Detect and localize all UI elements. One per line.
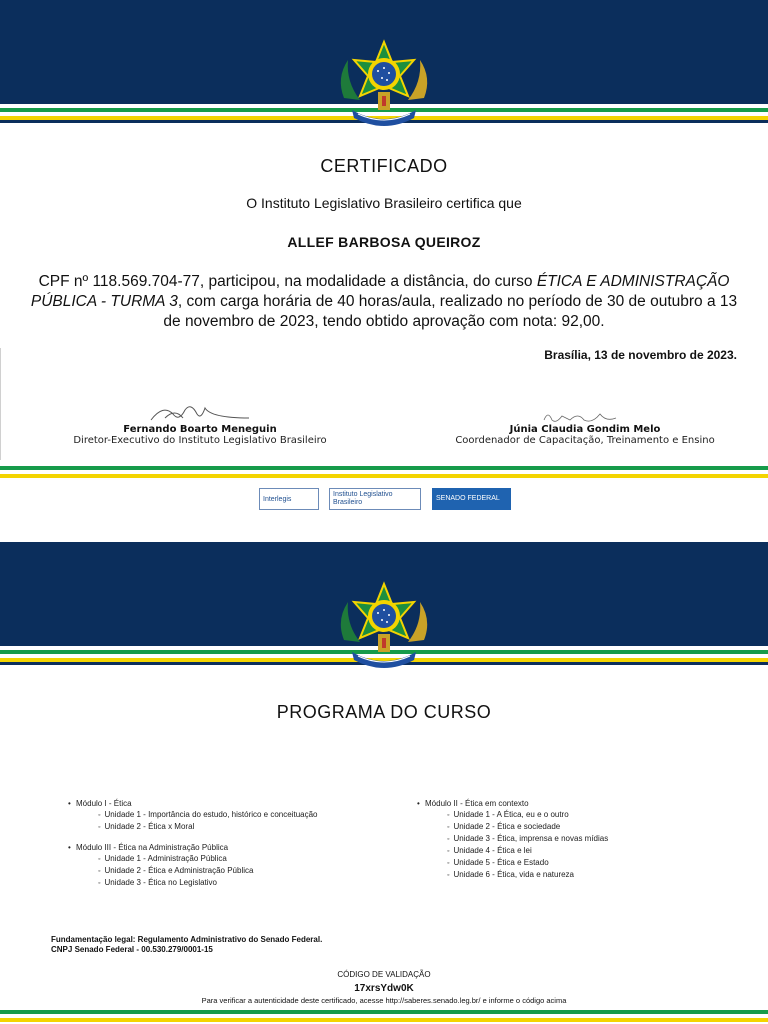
signatory-role: Diretor-Executivo do Instituto Legislativo Brasileiro <box>73 435 327 446</box>
body-text-part2: , com carga horária de 40 horas/aula, realizado no período de 30 de outubro a 13 de novembro de 2023, tendo obtido aprovação com nota: 92,00. <box>163 293 738 330</box>
modules-left-column <box>66 798 396 898</box>
unit-label: Unidade 1 - Importância do estudo, histórico e conceituação <box>104 810 318 819</box>
legal-basis-text: Fundamentação legal: Regulamento Administrativo do Senado Federal. <box>51 935 323 944</box>
module-title: Módulo I - Ética <box>76 799 132 808</box>
left-divider <box>0 348 1 460</box>
unit-label: Unidade 5 - Ética e Estado <box>453 858 549 867</box>
brazil-coat-of-arms-seal-icon <box>334 38 434 140</box>
unit-label: Unidade 2 - Ética x Moral <box>104 822 195 831</box>
signature-block-2 <box>425 424 745 446</box>
module-title: Módulo II - Ética em contexto <box>425 799 529 808</box>
unit-label: Unidade 2 - Ética e Administração Pública <box>104 866 254 875</box>
body-text-part1: CPF nº 118.569.704-77, participou, na modalidade a distância, do curso <box>38 273 537 290</box>
unit-label: Unidade 1 - Administração Pública <box>104 854 227 863</box>
unit-label: Unidade 2 - Ética e sociedade <box>453 822 561 831</box>
unit-item <box>447 821 745 833</box>
place-date: Brasília, 13 de novembro de 2023. <box>544 348 737 362</box>
unit-item <box>98 877 396 889</box>
signature-block-1 <box>40 424 360 446</box>
page-gap <box>0 520 768 542</box>
signature-scribble-icon <box>145 400 255 426</box>
brazil-coat-of-arms-seal-icon <box>334 580 434 682</box>
signatory-role: Coordenador de Capacitação, Treinamento e Ensino <box>455 435 715 446</box>
modules-right-column <box>415 798 745 890</box>
recipient-name: ALLEF BARBOSA QUEIROZ <box>287 234 481 250</box>
unit-item <box>447 809 745 821</box>
unit-item <box>98 821 396 833</box>
legal-basis <box>51 935 322 955</box>
module-item <box>76 842 396 889</box>
unit-label: Unidade 4 - Ética e lei <box>453 846 532 855</box>
validation-code: 17xrsYdw0K <box>354 983 414 994</box>
module-title: Módulo III - Ética na Administração Pública <box>76 843 229 852</box>
senado-federal-logo: SENADO FEDERAL <box>432 488 511 510</box>
unit-item <box>98 853 396 865</box>
signatory-name: Júnia Claudia Gondim Melo <box>509 424 661 435</box>
unit-item <box>98 809 396 821</box>
institution-logos <box>259 488 511 510</box>
interlegis-logo: Interlegis <box>259 488 319 510</box>
footer-stripe-yellow <box>0 474 768 478</box>
unit-item <box>447 869 745 881</box>
unit-item <box>447 857 745 869</box>
unit-item <box>98 865 396 877</box>
unit-label: Unidade 6 - Ética, vida e natureza <box>453 870 574 879</box>
certificate-intro: O Instituto Legislativo Brasileiro certifica que <box>246 195 522 211</box>
cnpj-text: CNPJ Senado Federal - 00.530.279/0001-15 <box>51 945 213 954</box>
unit-item <box>447 833 745 845</box>
unit-label: Unidade 1 - A Ética, eu e o outro <box>453 810 569 819</box>
validation-note: Para verificar a autenticidade deste certificado, acesse http://saberes.senado.leg.br/ e informe o código acima <box>201 996 567 1005</box>
ilb-logo: Instituto Legislativo Brasileiro <box>329 488 421 510</box>
module-item <box>425 798 745 881</box>
unit-label: Unidade 3 - Ética, imprensa e novas mídias <box>453 834 609 843</box>
unit-label: Unidade 3 - Ética no Legislativo <box>104 878 217 887</box>
footer-stripe-yellow <box>0 1018 768 1022</box>
certificate-body <box>30 272 738 332</box>
unit-item <box>447 845 745 857</box>
signatory-name: Fernando Boarto Meneguin <box>123 424 277 435</box>
program-title: PROGRAMA DO CURSO <box>276 702 492 722</box>
validation-label: CÓDIGO DE VALIDAÇÃO <box>337 970 431 979</box>
course-name: ÉTICA E ADMINISTRAÇÃO PÚBLICA - TURMA 3 <box>30 273 730 310</box>
module-item <box>76 798 396 833</box>
certificate-title: CERTIFICADO <box>320 156 448 176</box>
